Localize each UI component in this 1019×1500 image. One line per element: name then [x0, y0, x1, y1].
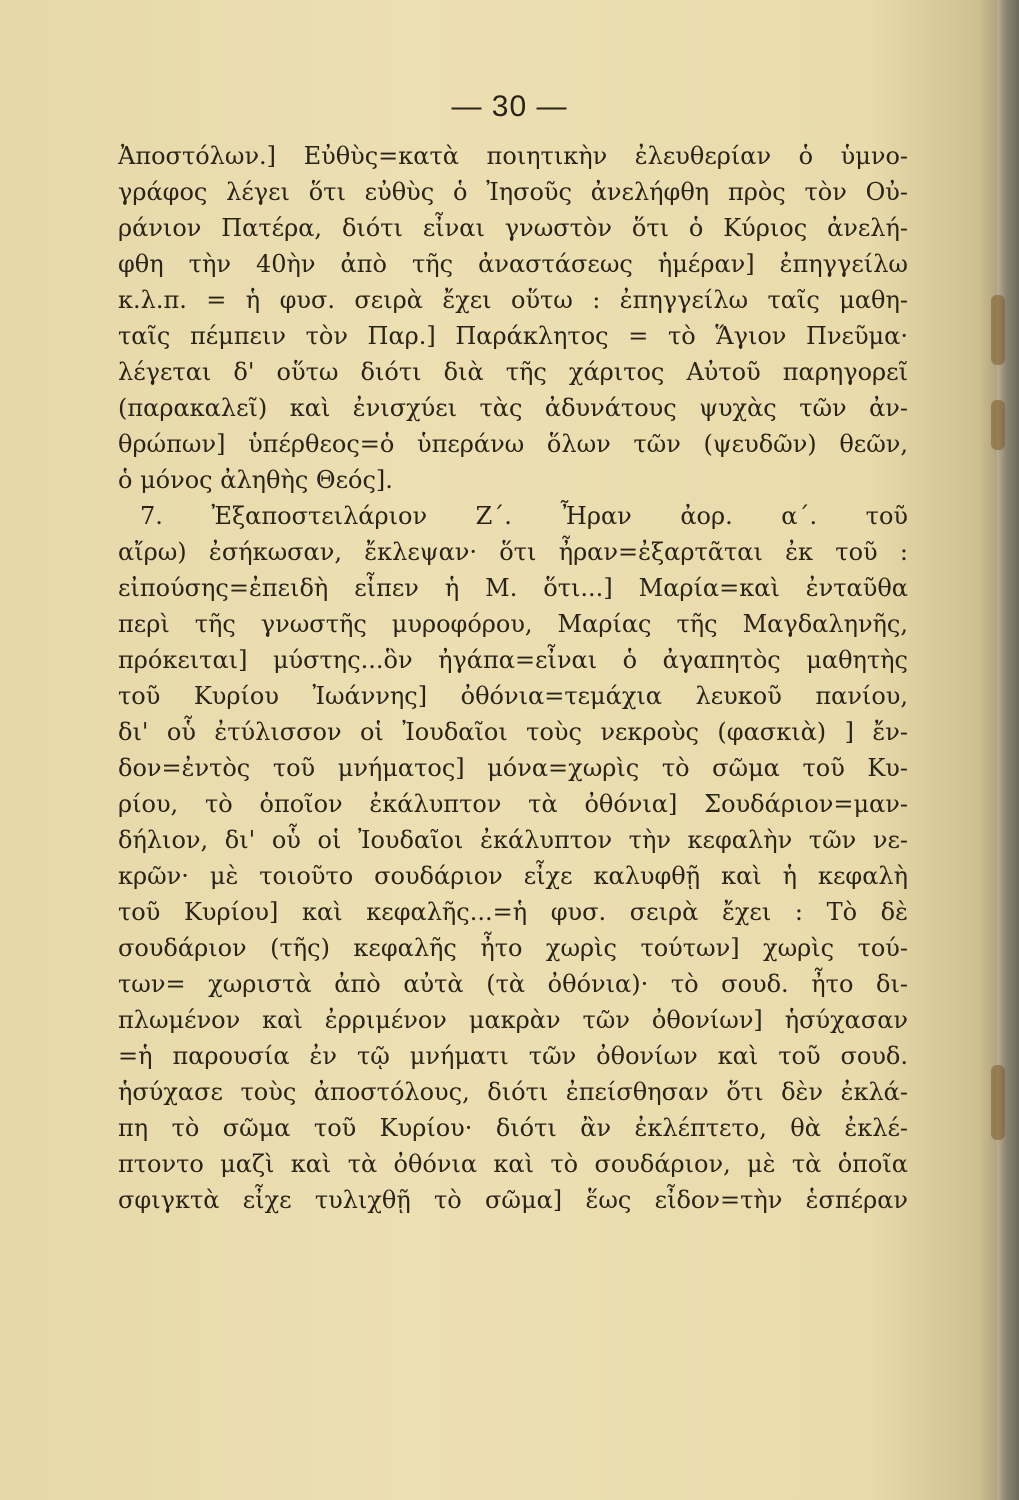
- text-line: αἴρω) ἐσήκωσαν, ἔκλεψαν· ὅτι ἦραν=ἐξαρτᾶται ἐκ τοῦ :: [118, 538, 908, 566]
- text-line: ράνιον Πατέρα, διότι εἶναι γνωστὸν ὅτι ὁ Κύριος ἀνελή-: [118, 214, 908, 242]
- text-line: =ἡ παρουσία ἐν τῷ μνήματι τῶν ὀθονίων καὶ τοῦ σουδ.: [118, 1042, 908, 1070]
- section-heading: 7. Ἐξαποστειλάριον Ζ΄. Ἦραν ἀορ. α΄. τοῦ: [140, 502, 908, 530]
- text-line: πτοντο μαζὶ καὶ τὰ ὀθόνια καὶ τὸ σουδάριον, μὲ τὰ ὁποῖα: [118, 1150, 908, 1178]
- text-line: δι' οὗ ἐτύλισσον οἱ Ἰουδαῖοι τοὺς νεκροὺς (φασκιὰ) ] ἔν-: [118, 718, 908, 746]
- text-line: θρώπων] ὑπέρθεος=ὁ ὑπεράνω ὅλων τῶν (ψευδῶν) θεῶν,: [118, 430, 908, 458]
- text-line: πλωμένον καὶ ἐρριμένον μακρὰν τῶν ὀθονίων] ἡσύχασαν: [118, 1006, 908, 1034]
- text-line: ταῖς πέμπειν τὸν Παρ.] Παράκλητος = τὸ Ἅγιον Πνεῦμα·: [118, 322, 908, 350]
- text-line: δον=ἐντὸς τοῦ μνήματος] μόνα=χωρὶς τὸ σῶμα τοῦ Κυ-: [118, 754, 908, 782]
- text-line: τοῦ Κυρίου Ἰωάννης] ὀθόνια=τεμάχια λευκοῦ πανίου,: [118, 682, 908, 710]
- page-number: — 30 —: [451, 90, 568, 123]
- text-line: φθη τὴν 40ὴν ἀπὸ τῆς ἀναστάσεως ἡμέραν] ἐπηγγείλω: [118, 250, 908, 278]
- text-line: κ.λ.π. = ἡ φυσ. σειρὰ ἔχει οὕτω : ἐπηγγείλω ταῖς μαθη-: [118, 286, 908, 314]
- text-line: (παρακαλεῖ) καὶ ἐνισχύει τὰς ἀδυνάτους ψυχὰς τῶν ἀν-: [118, 394, 908, 422]
- text-line: περὶ τῆς γνωστῆς μυροφόρου, Μαρίας τῆς Μαγδαληνῆς,: [118, 610, 908, 638]
- text-line: σουδάριον (τῆς) κεφαλῆς ἦτο χωρὶς τούτων] χωρὶς τού-: [118, 934, 908, 962]
- text-line: λέγεται δ' οὕτω διότι διὰ τῆς χάριτος Αὐτοῦ παρηγορεῖ: [118, 358, 908, 386]
- page-stain: [991, 400, 1005, 450]
- text-line: γράφος λέγει ὅτι εὐθὺς ὁ Ἰησοῦς ἀνελήφθη πρὸς τὸν Οὐ-: [118, 178, 908, 206]
- text-line: σφιγκτὰ εἶχε τυλιχθῇ τὸ σῶμα] ἕως εἶδον=τὴν ἑσπέραν: [118, 1186, 908, 1214]
- page-stain: [991, 295, 1005, 365]
- text-line: ὁ μόνος ἀληθὴς Θεός].: [118, 466, 393, 494]
- text-line: πρόκειται] μύστης...ὃν ἠγάπα=εἶναι ὁ ἀγαπητὸς μαθητὴς: [118, 646, 908, 674]
- text-line: ρίου, τὸ ὁποῖον ἐκάλυπτον τὰ ὀθόνια] Σουδάριον=μαν-: [118, 790, 908, 818]
- text-line: δήλιον, δι' οὗ οἱ Ἰουδαῖοι ἐκάλυπτον τὴν κεφαλὴν τῶν νε-: [118, 826, 908, 854]
- text-line: πη τὸ σῶμα τοῦ Κυρίου· διότι ἂν ἐκλέπτετο, θὰ ἐκλέ-: [118, 1114, 908, 1142]
- text-line: τοῦ Κυρίου] καὶ κεφαλῆς...=ἡ φυσ. σειρὰ ἔχει : Τὸ δὲ: [118, 898, 908, 926]
- text-line: εἰπούσης=ἐπειδὴ εἶπεν ἡ Μ. ὅτι...] Μαρία=καὶ ἐνταῦθα: [118, 574, 908, 602]
- text-line: Ἀποστόλων.] Εὐθὺς=κατὰ ποιητικὴν ἐλευθερίαν ὁ ὑμνο-: [118, 142, 908, 170]
- page-edge-shadow: [997, 0, 1019, 1500]
- text-line: ἡσύχασε τοὺς ἀποστόλους, διότι ἐπείσθησαν ὅτι δὲν ἐκλά-: [118, 1078, 908, 1106]
- page-stain: [991, 1065, 1005, 1140]
- text-line: των= χωριστὰ ἀπὸ αὐτὰ (τὰ ὀθόνια)· τὸ σουδ. ἦτο δι-: [118, 970, 908, 998]
- body-text: [118, 138, 908, 1218]
- text-line: κρῶν· μὲ τοιοῦτο σουδάριον εἶχε καλυφθῇ καὶ ἡ κεφαλὴ: [118, 862, 908, 890]
